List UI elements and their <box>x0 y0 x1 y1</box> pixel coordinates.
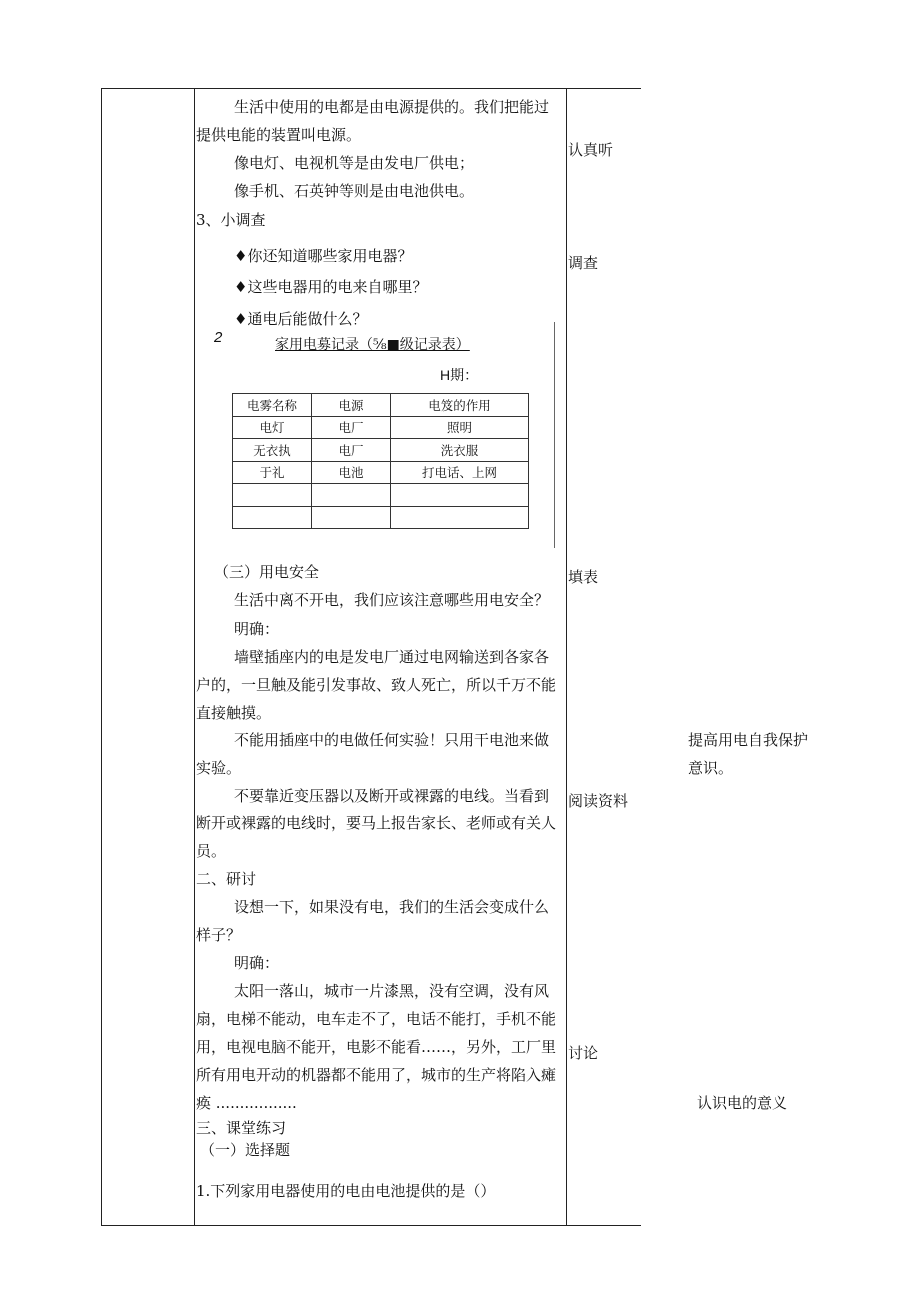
safety-para3-line1: 不要靠近变压器以及断开或裸露的电线。当看到 <box>234 787 550 805</box>
student-activity-listen: 认真听 <box>568 141 614 159</box>
para1-line2: 提供电能的装置叫电源。 <box>196 126 362 144</box>
table-bottom-border <box>101 1225 641 1226</box>
safety-para3-line3: 员。 <box>196 842 227 860</box>
table-cell: 照明 <box>391 416 529 439</box>
appliance-record-table <box>232 393 529 529</box>
column-divider-2 <box>566 88 567 1226</box>
discuss-question-line1: 设想一下，如果没有电，我们的生活会变成什么 <box>234 898 550 916</box>
figure-edge-line <box>554 322 555 548</box>
para1-line1: 生活中使用的电都是由电源提供的。我们把能过 <box>234 98 550 116</box>
header-cell: 电雾名称 <box>233 394 312 417</box>
table-cell: 于礼 <box>233 461 312 484</box>
safety-heading: （三）用电安全 <box>214 563 320 581</box>
table-cell <box>391 506 529 529</box>
table-cell <box>233 506 312 529</box>
survey-question-3: ♦通电后能做什么？ <box>234 310 368 328</box>
choice-heading: （一）选择题 <box>200 1141 291 1159</box>
table-row <box>233 439 529 462</box>
discuss-answer-line4: 所有用电开动的机器都不能用了，城市的生产将陷入瘫 <box>196 1066 557 1084</box>
student-activity-read: 阅读资料 <box>568 792 629 810</box>
table-row <box>233 461 529 484</box>
survey-question-2: ♦这些电器用的电来自哪里？ <box>234 278 428 296</box>
safety-para2-line2: 实验。 <box>196 759 242 777</box>
table-cell: 电厂 <box>312 416 391 439</box>
table-row <box>233 416 529 439</box>
student-activity-discuss: 讨论 <box>568 1044 599 1062</box>
practice-heading: 三、课堂练习 <box>196 1119 287 1137</box>
para3: 像手机、石英钟等则是由电池供电。 <box>234 182 475 200</box>
survey-question-1: ♦你还知道哪些家用电器？ <box>234 247 413 265</box>
table-cell: 电灯 <box>233 416 312 439</box>
table-cell <box>233 484 312 507</box>
safety-para3-line2: 断开或裸露的电线时，要马上报告家长、老师或有关人 <box>196 814 557 832</box>
question-1: 1.下列家用电器使用的电由电池提供的是（） <box>196 1182 496 1200</box>
column-divider-1 <box>194 88 195 1226</box>
safety-question: 生活中离不开电，我们应该注意哪些用电安全？ <box>234 591 550 609</box>
intent-safety-line1: 提高用电自我保护 <box>688 731 809 749</box>
safety-para1-line3: 直接触摸。 <box>196 704 272 722</box>
table-header-row <box>233 394 529 417</box>
table-cell: 无衣执 <box>233 439 312 462</box>
table-row <box>233 506 529 529</box>
student-activity-fill: 填表 <box>568 568 599 586</box>
table-cell <box>391 484 529 507</box>
record-date: H期： <box>440 367 479 383</box>
table-top-border <box>101 88 641 89</box>
student-activity-survey: 调查 <box>568 254 599 272</box>
figure-number: 2 <box>214 329 223 346</box>
clarify-label-1: 明确： <box>234 620 280 638</box>
table-cell <box>312 484 391 507</box>
safety-para1-line1: 墙壁插座内的电是发电厂通过电网输送到各家各 <box>234 648 550 666</box>
discuss-answer-line1: 太阳一落山，城市一片漆黑，没有空调，没有风 <box>234 982 550 1000</box>
safety-para1-line2: 户的，一旦触及能引发事故、致人死亡，所以千万不能 <box>196 676 557 694</box>
discuss-answer-line3: 用，电视电脑不能开，电影不能看……，另外，工厂里 <box>196 1038 557 1056</box>
record-title: 家用电募记录（⅝■级记录表） <box>275 337 470 353</box>
header-cell: 电源 <box>312 394 391 417</box>
discuss-question-line2: 样子？ <box>196 926 242 944</box>
discuss-answer-line5: 痪 ................. <box>196 1094 297 1112</box>
clarify-label-2: 明确： <box>234 954 280 972</box>
table-left-border <box>101 88 102 1226</box>
table-cell: 电池 <box>312 461 391 484</box>
table-cell: 洗衣服 <box>391 439 529 462</box>
para2: 像电灯、电视机等是由发电厂供电； <box>234 154 475 172</box>
table-row <box>233 484 529 507</box>
discuss-heading: 二、研讨 <box>196 870 257 888</box>
header-cell: 电笈的作用 <box>391 394 529 417</box>
table-cell: 打电话、上网 <box>391 461 529 484</box>
intent-meaning: 认识电的意义 <box>697 1094 788 1112</box>
discuss-answer-line2: 扇，电梯不能动，电车走不了，电话不能打，手机不能 <box>196 1010 557 1028</box>
table-cell <box>312 506 391 529</box>
survey-heading: 3、小调查 <box>196 211 266 229</box>
safety-para2-line1: 不能用插座中的电做任何实验！只用干电池来做 <box>234 731 550 749</box>
intent-safety-line2: 意识。 <box>688 759 734 777</box>
table-cell: 电厂 <box>312 439 391 462</box>
